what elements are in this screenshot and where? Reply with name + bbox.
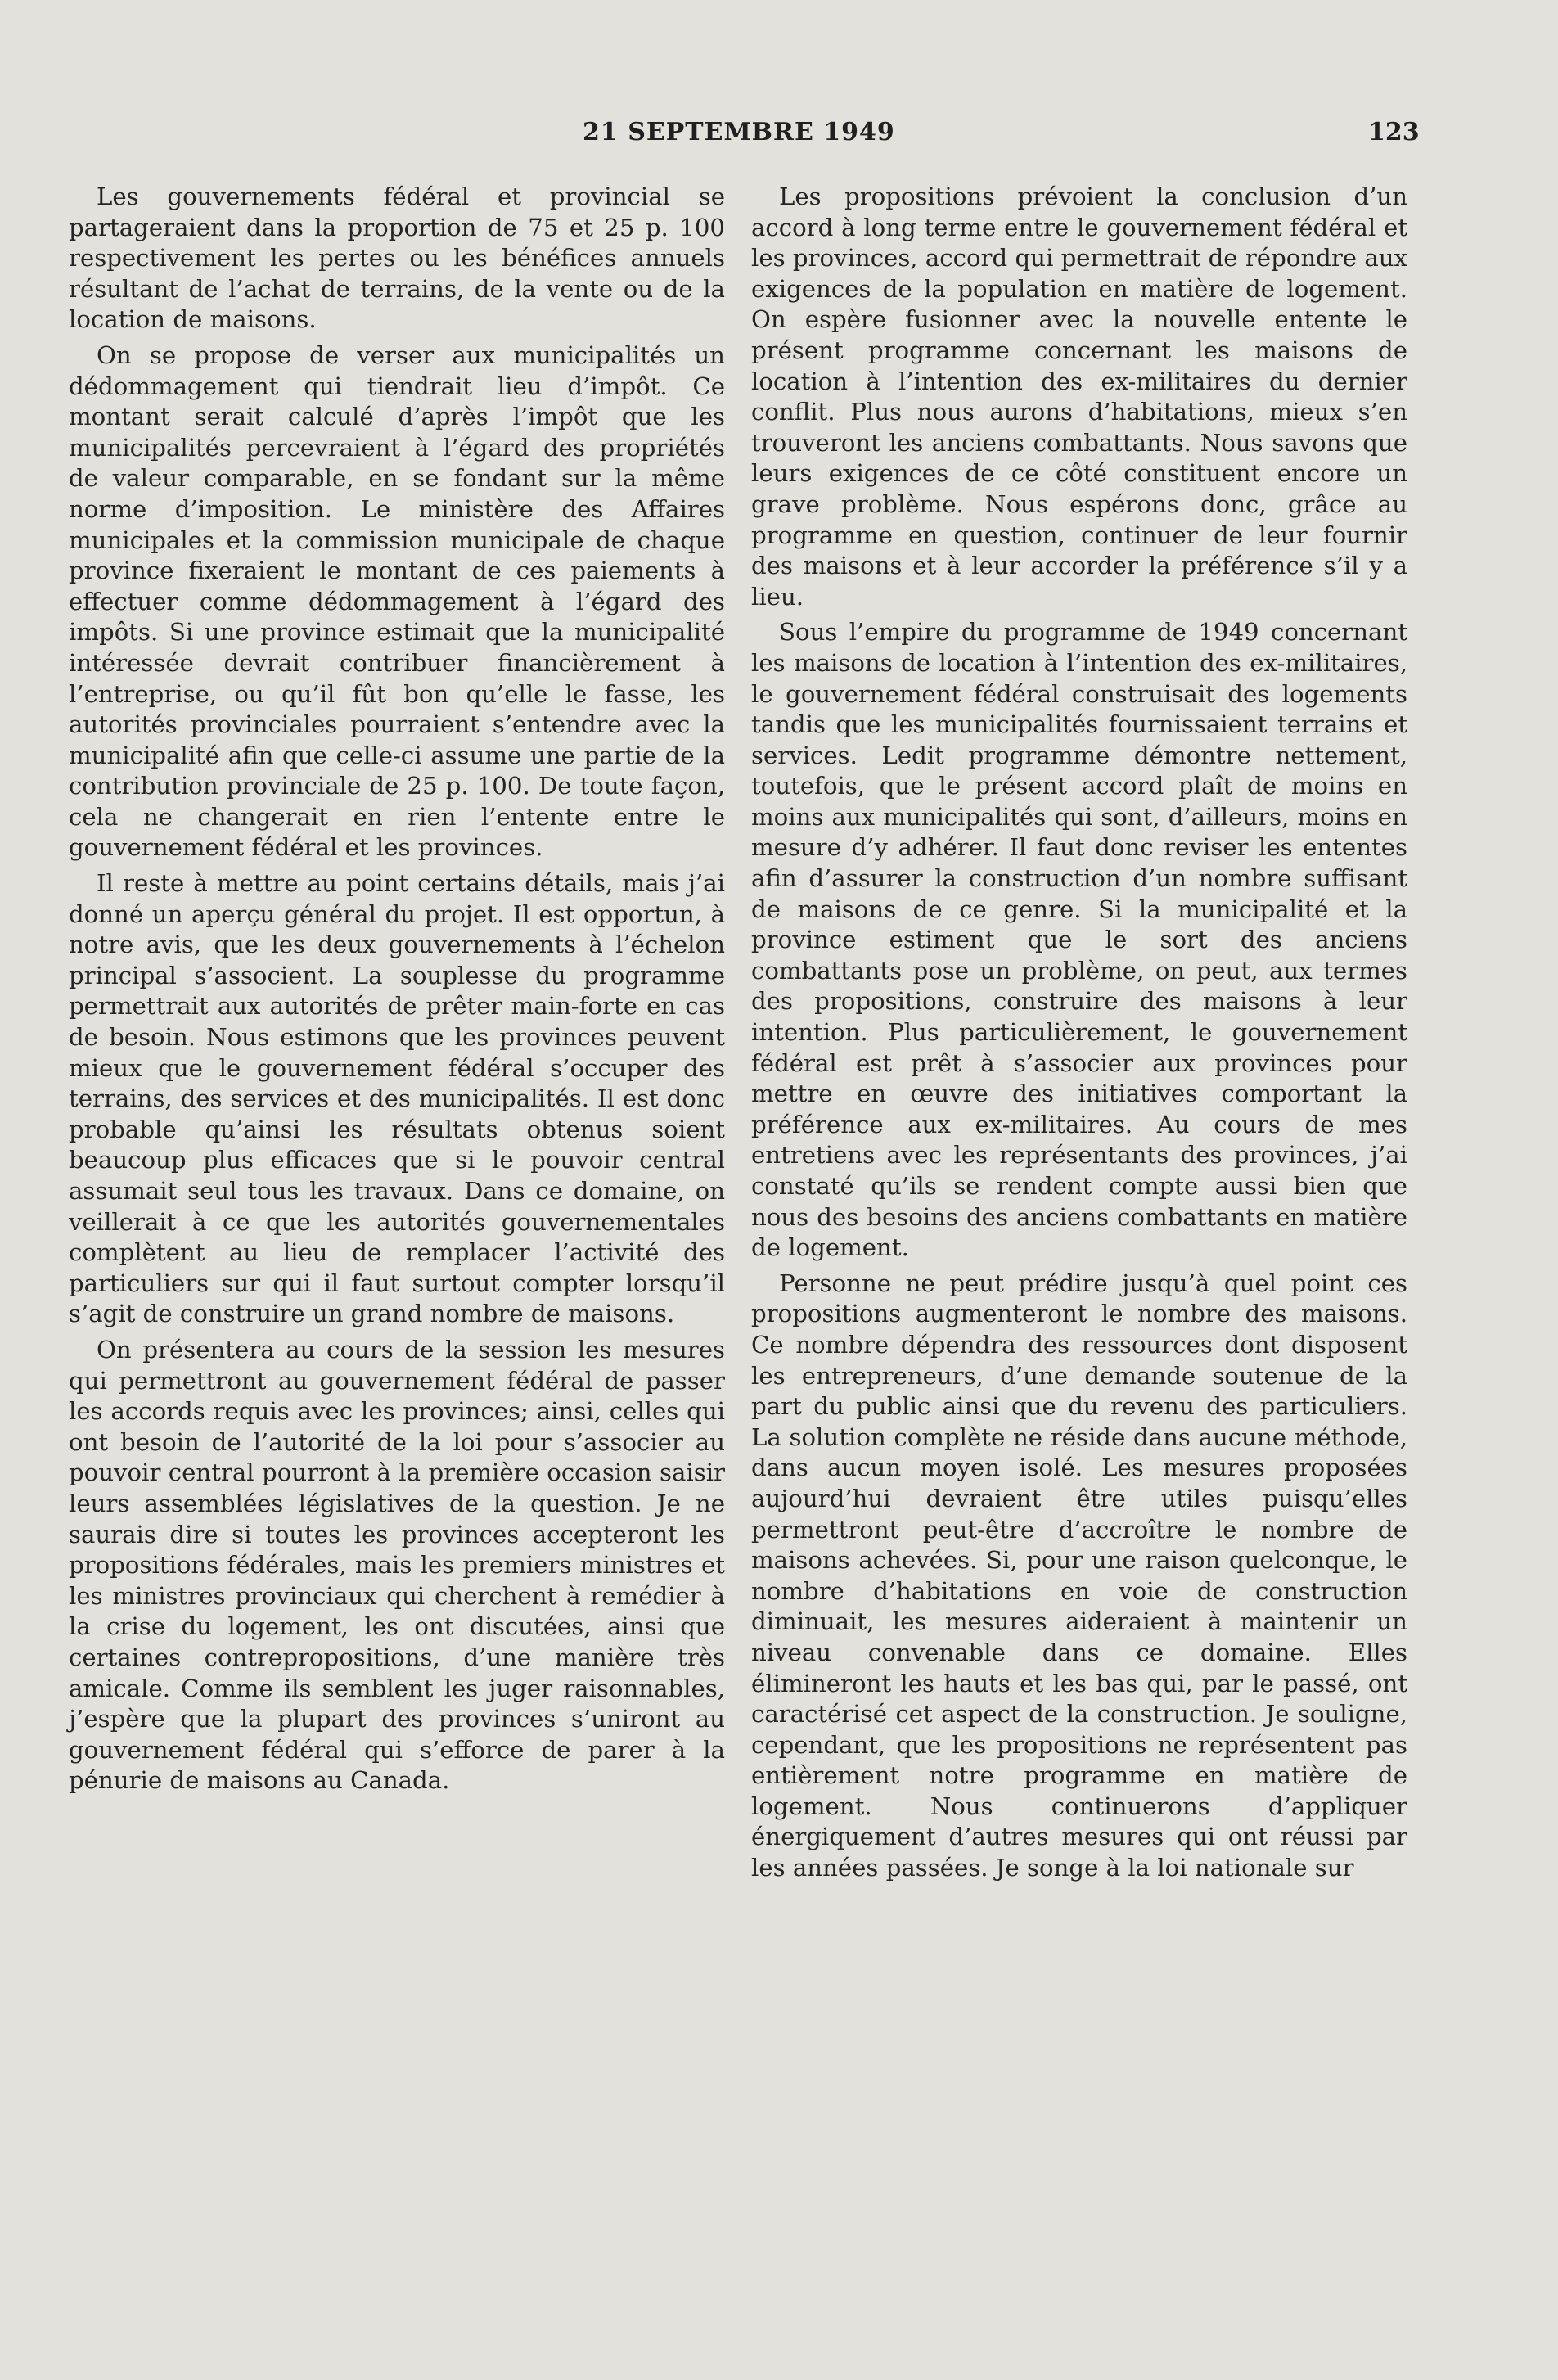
paragraph: Sous l’empire du programme de 1949 concernant les maisons de location à l’intention des ex-militaires, le gouvernement fédéral construisait des logements tandis que les municipalités fournissaient terrains et services. Ledit programme démontre nettement, toutefois, que le présent accord plaît de moins en moins aux municipalités qui sont, d’ailleurs, moins en mesure d’y adhérer. Il faut donc reviser les ententes afin d’assurer la construction d’un nombre suffisant de maisons de ce genre. Si la municipalité et la province estiment que le sort des anciens combattants pose un problème, on peut, aux termes des propositions, construire des maisons à leur intention. Plus particulièrement, le gouvernement fédéral est prêt à s’associer aux provinces pour mettre en œuvre des initiatives comportant la préférence aux ex-militaires. Au cours de mes entretiens avec les représentants des provinces, j’ai constaté qu’ils se rendent compte aussi bien que nous des besoins des anciens combattants en matière de logement. xyxy=(751,618,1407,1262)
running-header-date: 21 SEPTEMBRE 1949 xyxy=(583,118,895,146)
paragraph: Personne ne peut prédire jusqu’à quel point ces propositions augmenteront le nombre des maisons. Ce nombre dépendra des ressources dont disposent les entrepreneurs, d’une demande soutenue de la part du public ainsi que du revenu des particuliers. La solution complète ne réside dans aucune méthode, dans aucun moyen isolé. Les mesures proposées aujourd’hui devraient être utiles puisqu’elles permettront peut-être d’accroître le nombre de maisons achevées. Si, pour une raison quelconque, le nombre d’habitations en voie de construction diminuait, les mesures aideraient à maintenir un niveau convenable dans ce domaine. Elles élimineront les hauts et les bas qui, par le passé, ont caractérisé cet aspect de la construction. Je souligne, cependant, que les propositions ne représentent pas entièrement notre programme en matière de logement. Nous continuerons d’appliquer énergiquement d’autres mesures qui ont réussi par les années passées. Je songe à la loi nationale sur xyxy=(751,1269,1407,1882)
right-column xyxy=(751,182,1407,1889)
page-number: 123 xyxy=(1368,118,1420,146)
paragraph: Il reste à mettre au point certains détails, mais j’ai donné un aperçu général du projet. Il est opportun, à notre avis, que les deux gouvernements à l’échelon principal s’associent. La souplesse du programme permettrait aux autorités de prêter main-forte en cas de besoin. Nous estimons que les provinces peuvent mieux que le gouvernement fédéral s’occuper des terrains, des services et des municipalités. Il est donc probable qu’ainsi les résultats obtenus soient beaucoup plus efficaces que si le pouvoir central assumait seul tous les travaux. Dans ce domaine, on veillerait à ce que les autorités gouvernementales complètent au lieu de remplacer l’activité des particuliers sur qui il faut surtout compter lorsqu’il s’agit de construire un grand nombre de maisons. xyxy=(69,869,725,1328)
paragraph: Les gouvernements fédéral et provincial se partageraient dans la proportion de 75 et 25 p. 100 respectivement les pertes ou les bénéfices annuels résultant de l’achat de terrains, de la vente ou de la location de maisons. xyxy=(69,183,725,334)
paragraph: On se propose de verser aux municipalités un dédommagement qui tiendrait lieu d’impôt. Ce montant serait calculé d’après l’impôt que les municipalités percevraient à l’égard des propriétés de valeur comparable, en se fondant sur la même norme d’imposition. Le ministère des Affaires municipales et la commission municipale de chaque province fixeraient le montant de ces paiements à effectuer comme dédommagement à l’égard des impôts. Si une province estimait que la municipalité intéressée devrait contribuer financièrement à l’entreprise, ou qu’il fût bon qu’elle le fasse, les autorités provinciales pourraient s’entendre avec la municipalité afin que celle-ci assume une partie de la contribution provinciale de 25 p. 100. De toute façon, cela ne changerait en rien l’entente entre le gouvernement fédéral et les provinces. xyxy=(69,340,725,862)
left-column xyxy=(69,182,725,1801)
paragraph: Les propositions prévoient la conclusion d’un accord à long terme entre le gouvernement fédéral et les provinces, accord qui permettrait de répondre aux exigences de la population en matière de logement. On espère fusionner avec la nouvelle entente le présent programme concernant les maisons de location à l’intention des ex-militaires du dernier conflit. Plus nous aurons d’habitations, mieux s’en trouveront les anciens combattants. Nous savons que leurs exigences de ce côté constituent encore un grave problème. Nous espérons donc, grâce au programme en question, continuer de leur fournir des maisons et à leur accorder la préférence s’il y a lieu. xyxy=(751,183,1407,611)
paragraph: On présentera au cours de la session les mesures qui permettront au gouvernement fédéral de passer les accords requis avec les provinces; ainsi, celles qui ont besoin de l’autorité de la loi pour s’associer au pouvoir central pourront à la première occasion saisir leurs assemblées législatives de la question. Je ne saurais dire si toutes les provinces accepteront les propositions fédérales, mais les premiers ministres et les ministres provinciaux qui cherchent à remédier à la crise du logement, les ont discutées, ainsi que certaines contrepropositions, d’une manière très amicale. Comme ils semblent les juger raisonnables, j’espère que la plupart des provinces s’uniront au gouvernement fédéral qui s’efforce de parer à la pénurie de maisons au Canada. xyxy=(69,1335,725,1795)
